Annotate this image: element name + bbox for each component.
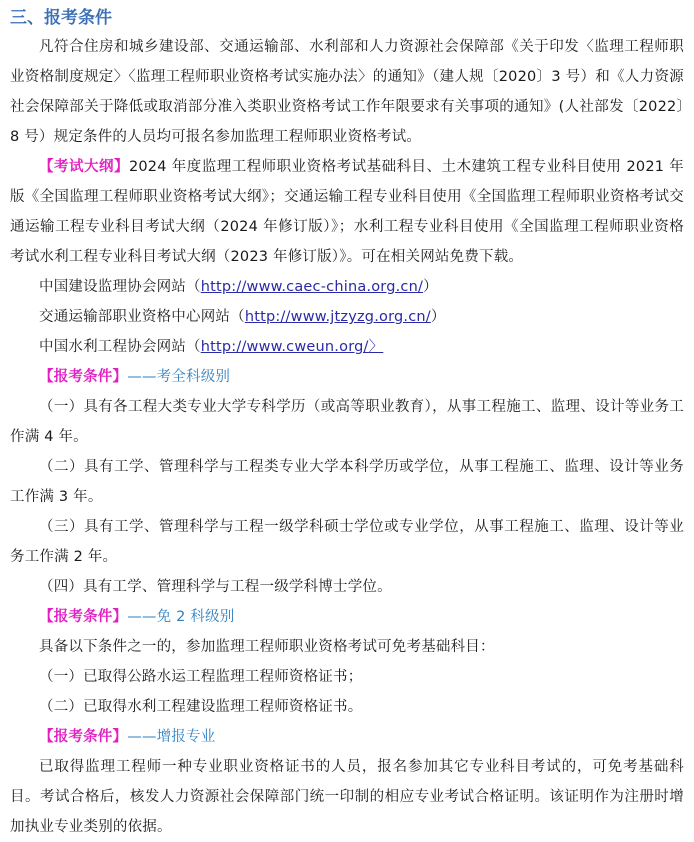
condition-item: （三）具有工学、管理科学与工程一级学科硕士学位或专业学位，从事工程施工、监理、设计等业务工作满 2 年。: [10, 519, 684, 565]
caec-link[interactable]: http://www.caec-china.org.cn/: [200, 279, 424, 295]
add-major-text: 已取得监理工程师一种专业职业资格证书的人员，报名参加其它专业科目考试的，可免考基础科目。考试合格后，核发人力资源社会保障部门统一印制的相应专业考试合格证明。该证明作为注册时增加执业专业类别的依据。: [10, 759, 684, 835]
website-line: [10, 332, 684, 362]
condition-subtitle: ——增报专业: [127, 729, 216, 745]
website-label: 交通运输部职业资格中心网站（: [39, 309, 245, 325]
section-heading: 三、报考条件: [10, 8, 112, 28]
website-line: [10, 272, 684, 302]
paren-close: 〉: [368, 339, 384, 355]
condition-tag: 【报考条件】: [39, 609, 128, 625]
condition-subtitle: ——免 2 科级别: [127, 609, 235, 625]
paren-close: ）: [430, 309, 446, 325]
condition-item: （一）具有各工程大类专业大学专科学历（或高等职业教育），从事工程施工、监理、设计等业务工作满 4 年。: [10, 399, 684, 445]
intro-paragraph: 凡符合住房和城乡建设部、交通运输部、水利部和人力资源社会保障部《关于印发〈监理工程师职业资格制度规定〉〈监理工程师职业资格考试实施办法〉的通知》（建人规〔2020〕3 号）和《人力资源社会保障部关于降低或取消部分准入类职业资格考试工作年限要求有关事项的通知》(人社部发〔2022〕8 号）规定条件的人员均可报名参加监理工程师职业资格考试。: [10, 39, 684, 145]
syllabus-text: 2024 年度监理工程师职业资格考试基础科目、土木建筑工程专业科目使用 2021 年版《全国监理工程师职业资格考试大纲》；交通运输工程专业科目使用《全国监理工程师职业资格考试交通运输工程专业科目考试大纲（2024 年修订版）》；水利工程专业科目使用《全国监理工程师职业资格考试水利工程专业科目考试大纲（2023 年修订版）》。可在相关网站免费下载。: [10, 159, 684, 265]
exempt-level-heading: [10, 602, 684, 632]
syllabus-paragraph: [10, 152, 684, 272]
condition-item: （四）具有工学、管理科学与工程一级学科博士学位。: [39, 579, 392, 595]
condition-tag: 【报考条件】: [39, 369, 128, 385]
condition-subtitle: ——考全科级别: [127, 369, 231, 385]
full-level-heading: [10, 362, 684, 392]
paren-close: ）: [423, 279, 438, 295]
jtzyzg-link[interactable]: http://www.jtzyzg.org.cn/: [244, 309, 431, 325]
exempt-intro: 具备以下条件之一的，参加监理工程师职业资格考试可免考基础科目：: [39, 639, 495, 655]
condition-tag: 【报考条件】: [39, 729, 128, 745]
website-label: 中国建设监理协会网站（: [39, 279, 201, 295]
syllabus-tag: 【考试大纲】: [39, 159, 129, 175]
exempt-item: （一）已取得公路水运工程监理工程师资格证书；: [39, 669, 363, 685]
website-label: 中国水利工程协会网站（: [39, 339, 201, 355]
condition-item: （二）具有工学、管理科学与工程类专业大学本科学历或学位，从事工程施工、监理、设计等业务工作满 3 年。: [10, 459, 684, 505]
exempt-item: （二）已取得水利工程建设监理工程师资格证书。: [39, 699, 363, 715]
website-line: [10, 302, 684, 332]
add-major-heading: [10, 722, 684, 752]
cweun-link[interactable]: http://www.cweun.org/: [200, 339, 369, 355]
